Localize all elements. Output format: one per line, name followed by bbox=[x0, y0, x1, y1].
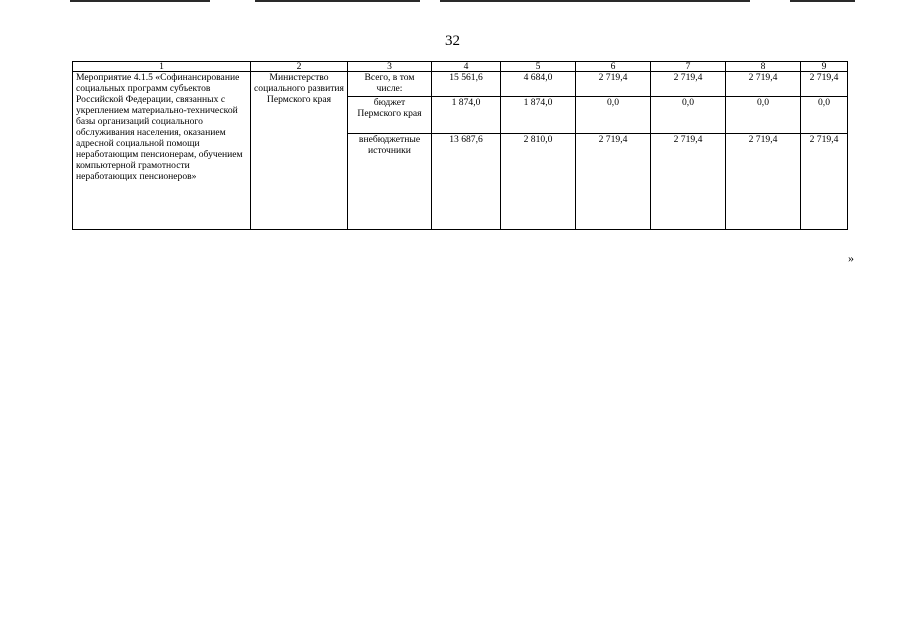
budget-table bbox=[72, 61, 848, 230]
value-cell: 15 561,6 bbox=[432, 72, 501, 97]
column-header: 2 bbox=[251, 62, 348, 72]
value-cell: 0,0 bbox=[801, 97, 848, 134]
page-number: 32 bbox=[445, 33, 460, 49]
column-header: 3 bbox=[348, 62, 432, 72]
table-row bbox=[73, 72, 848, 97]
scan-edge-line bbox=[790, 0, 855, 2]
value-cell: 2 719,4 bbox=[801, 72, 848, 97]
scan-edge-line bbox=[440, 0, 750, 2]
value-cell: 2 719,4 bbox=[801, 134, 848, 230]
column-header: 6 bbox=[576, 62, 651, 72]
column-header: 7 bbox=[651, 62, 726, 72]
value-cell: 2 719,4 bbox=[726, 72, 801, 97]
column-header: 4 bbox=[432, 62, 501, 72]
column-header: 9 bbox=[801, 62, 848, 72]
value-cell: 2 719,4 bbox=[651, 134, 726, 230]
funding-source-cell: бюджет Пермского края bbox=[348, 97, 432, 134]
value-cell: 1 874,0 bbox=[501, 97, 576, 134]
value-cell: 2 810,0 bbox=[501, 134, 576, 230]
column-header: 1 bbox=[73, 62, 251, 72]
scan-edge-line bbox=[255, 0, 420, 2]
value-cell: 2 719,4 bbox=[576, 72, 651, 97]
column-header: 5 bbox=[501, 62, 576, 72]
column-header: 8 bbox=[726, 62, 801, 72]
header-row bbox=[73, 62, 848, 72]
value-cell: 13 687,6 bbox=[432, 134, 501, 230]
value-cell: 2 719,4 bbox=[726, 134, 801, 230]
funding-source-cell: внебюджетные источники bbox=[348, 134, 432, 230]
value-cell: 0,0 bbox=[726, 97, 801, 134]
value-cell: 2 719,4 bbox=[576, 134, 651, 230]
value-cell: 0,0 bbox=[576, 97, 651, 134]
scan-edge-line bbox=[70, 0, 210, 2]
value-cell: 4 684,0 bbox=[501, 72, 576, 97]
value-cell: 1 874,0 bbox=[432, 97, 501, 134]
value-cell: 0,0 bbox=[651, 97, 726, 134]
funding-source-cell: Всего, в том числе: bbox=[348, 72, 432, 97]
event-name-cell: Мероприятие 4.1.5 «Софинансирование социальных программ субъектов Российской Федерации, связанных с укреплением материально-технической базы организаций социального обслуживания населения, оказанием адресной социальной помощи неработающим пенсионерам, обучением компьютерной грамотности неработающих пенсионеров» bbox=[73, 72, 251, 230]
closing-quote-mark: » bbox=[848, 251, 854, 265]
value-cell: 2 719,4 bbox=[651, 72, 726, 97]
executor-cell: Министерство социального развития Пермского края bbox=[251, 72, 348, 230]
